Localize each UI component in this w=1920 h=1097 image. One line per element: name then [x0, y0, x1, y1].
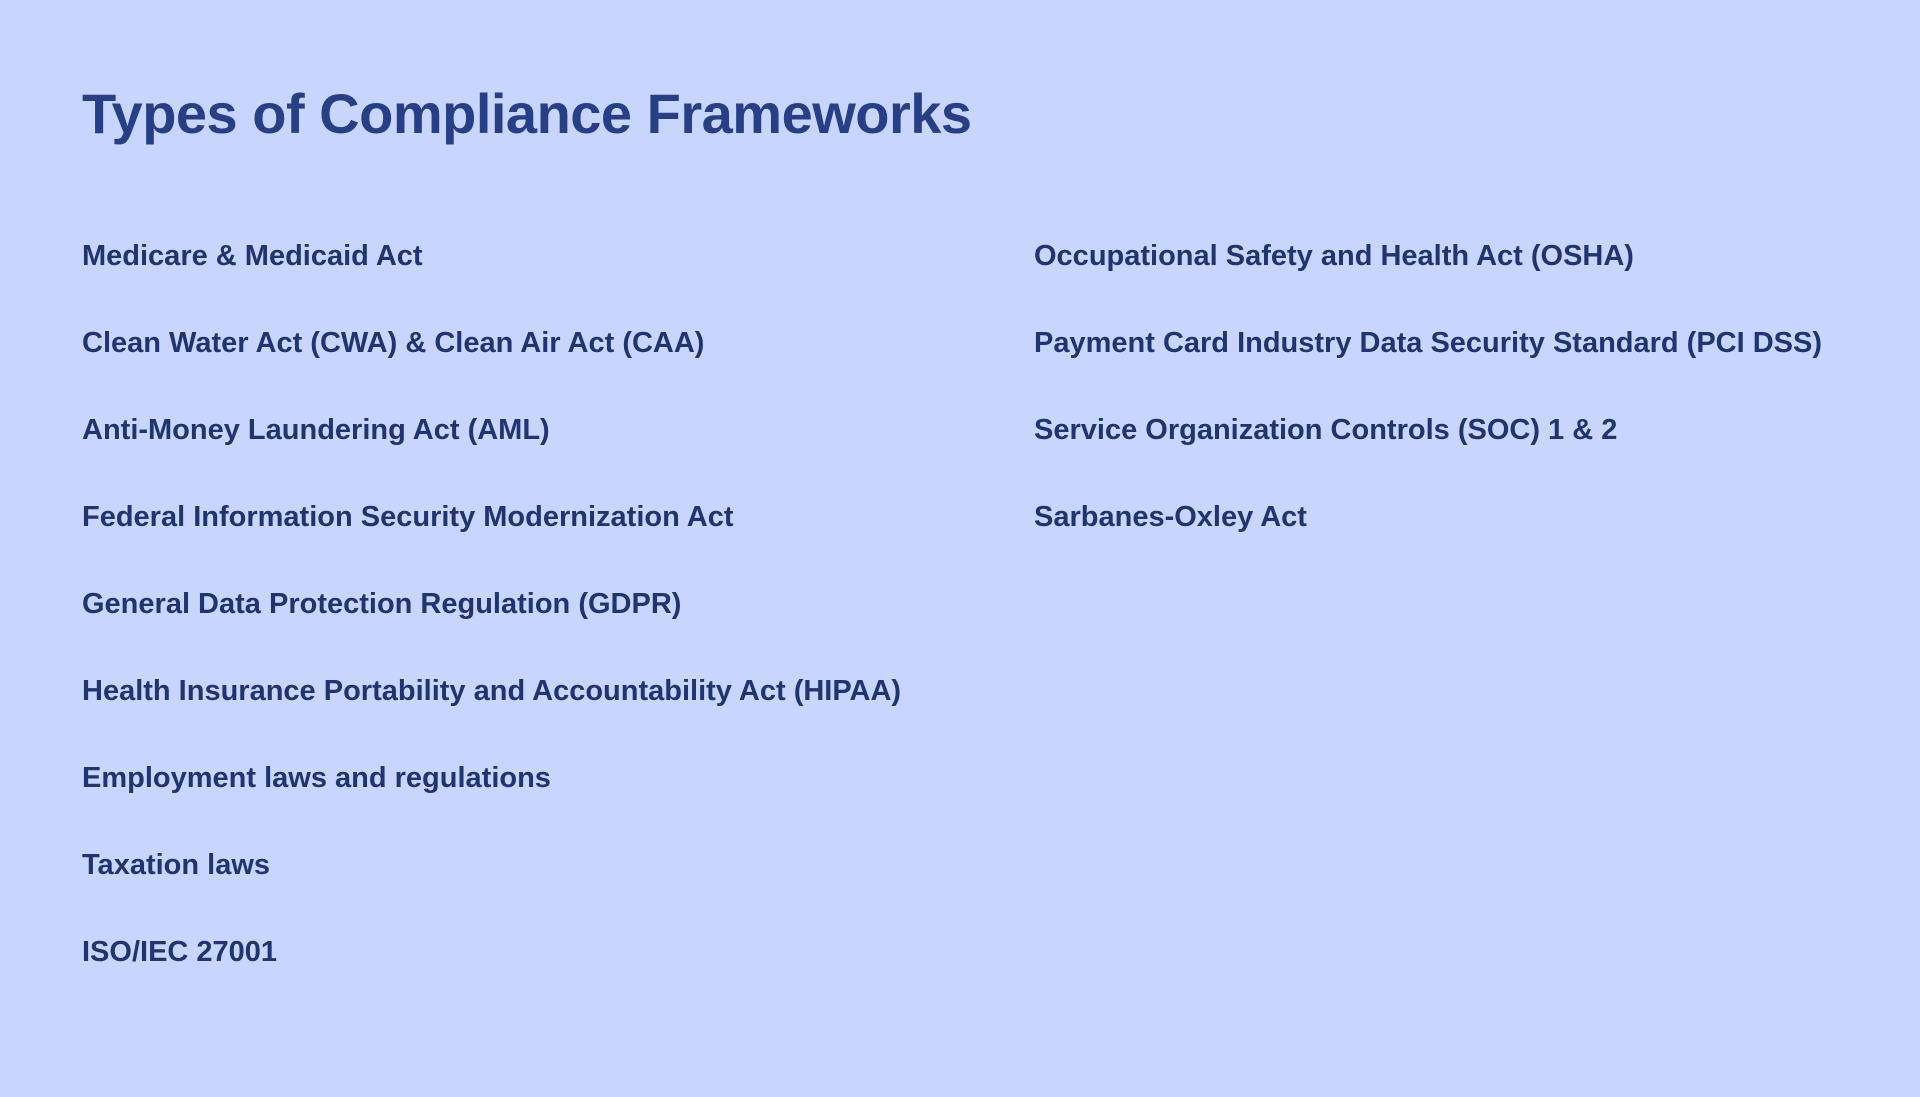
- framework-list-left: [82, 236, 1002, 1019]
- framework-item: Health Insurance Portability and Accountability Act (HIPAA): [82, 675, 902, 707]
- framework-item: Anti-Money Laundering Act (AML): [82, 414, 550, 446]
- framework-item: Employment laws and regulations: [82, 762, 551, 794]
- framework-item: Medicare & Medicaid Act: [82, 240, 423, 272]
- framework-item: Service Organization Controls (SOC) 1 & 2: [1034, 414, 1618, 446]
- framework-item: General Data Protection Regulation (GDPR): [82, 588, 682, 620]
- framework-list-right: [1034, 236, 1894, 584]
- framework-item: Taxation laws: [82, 849, 271, 881]
- framework-item: Federal Information Security Modernization Act: [82, 501, 734, 533]
- slide-title: Types of Compliance Frameworks: [82, 82, 972, 145]
- framework-item: Clean Water Act (CWA) & Clean Air Act (CAA): [82, 327, 705, 359]
- framework-item: ISO/IEC 27001: [82, 936, 278, 968]
- framework-item: Payment Card Industry Data Security Standard (PCI DSS): [1034, 327, 1823, 359]
- framework-item: Occupational Safety and Health Act (OSHA): [1034, 240, 1634, 272]
- framework-item: Sarbanes-Oxley Act: [1034, 501, 1307, 533]
